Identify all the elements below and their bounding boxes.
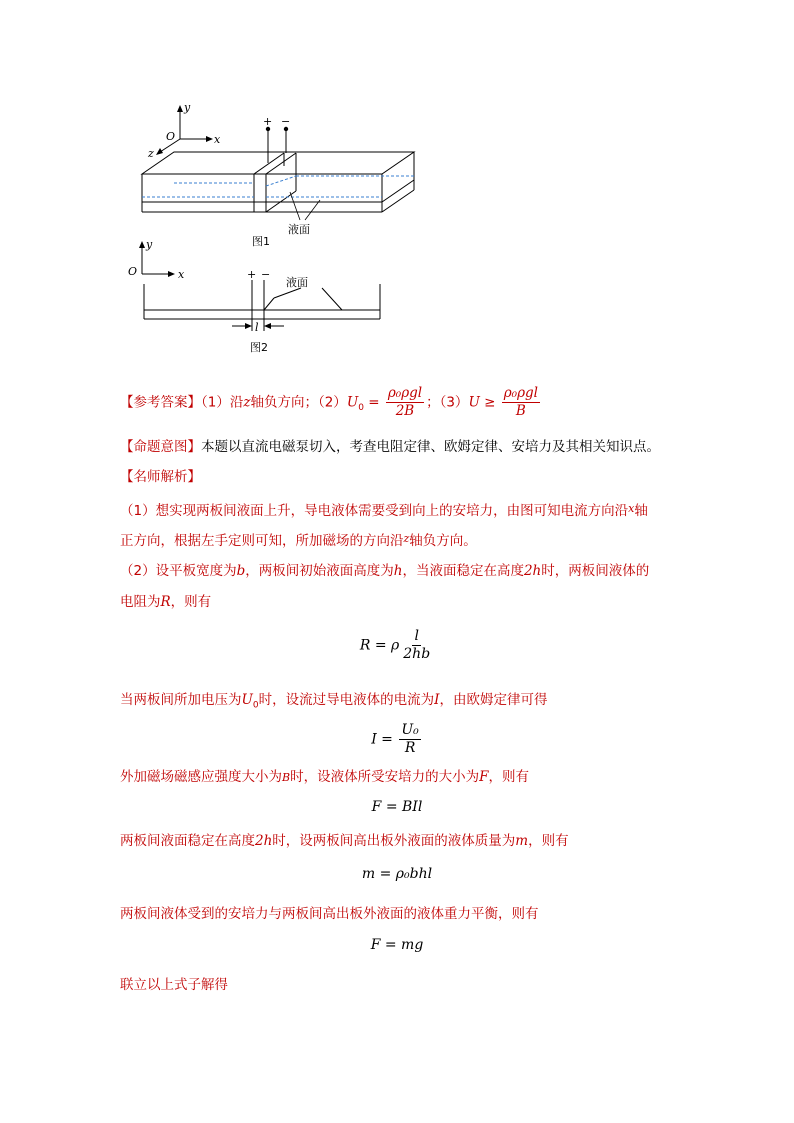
analysis-tag: 【名师解析】 <box>120 469 201 485</box>
fig2-caption: 图2 <box>250 341 268 354</box>
analysis-p6: 两板间液体受到的安培力与两板间高出板外液面的液体重力平衡，则有 <box>120 906 539 922</box>
intent-line <box>120 437 660 457</box>
fig1-axis-o: O <box>166 130 176 143</box>
analysis-p4: 外加磁场磁感应强度大小为B时，设液体所受安培力的大小为F，则有 <box>120 769 529 785</box>
answer-tag: 【参考答案】 <box>120 394 201 411</box>
intent-tag: 【命题意图】 <box>120 439 201 455</box>
analysis-p7: 联立以上式子解得 <box>120 977 228 993</box>
equation-force: F = BIl <box>371 799 423 815</box>
figure-1-diagram <box>130 96 430 256</box>
analysis-p2-line2: 电阻为R，则有 <box>120 594 212 610</box>
answer-fraction-2: $\frac{\text{ρ₀ρgl}}{B}$ <box>503 385 538 419</box>
analysis-p1-line1: （1）想实现两板间液面上升，导电液体需要受到向上的安培力，由图可知电流方向沿$^x$轴 <box>120 502 648 519</box>
intent-text: 本题以直流电磁泵切入，考查电阻定律、欧姆定律、安培力及其相关知识点。 <box>201 439 660 455</box>
fig1-surface-label: 液面 <box>288 223 310 236</box>
fig1-minus: − <box>281 115 291 128</box>
analysis-p2-line1: （2）设平板宽度为b，两板间初始液面高度为h，当液面稳定在高度2h时，两板间液体的 <box>120 563 650 579</box>
analysis-p3: 当两板间所加电压为$U_0$时，设流过导电液体的电流为I，由欧姆定律可得 <box>120 692 548 711</box>
fig1-plus: + <box>263 115 273 128</box>
fig1-axis-y: y <box>184 101 191 114</box>
fig1-axis-x: x <box>214 133 221 146</box>
answer-line: 【参考答案】（1）沿z轴负方向；$(2)U_0$ = $\frac{\text{ρ₀ρgl}}{2B}$ ；（3）U ≥ $\frac{\text{ρ₀ρgl}}{B}$ <box>120 385 538 419</box>
fig2-gap-label: l <box>255 321 259 334</box>
fig2-plus: + <box>247 268 257 281</box>
fig2-axis-y: y <box>146 238 153 251</box>
equation-resistance: R = ρ $\frac{l}{2hb}$ <box>359 628 431 662</box>
analysis-p5: 两板间液面稳定在高度2h时，设两板间高出板外液面的液体质量为m，则有 <box>120 833 569 849</box>
fig2-surface-label: 液面 <box>286 276 308 289</box>
equation-balance: F = mg <box>370 937 424 953</box>
answer-fraction-1: $\frac{\text{ρ₀ρgl}}{2B}$ <box>387 385 423 419</box>
figure-2-diagram <box>126 238 396 358</box>
fig1-caption: 图1 <box>252 235 270 248</box>
analysis-p1-line2: 正方向，根据左手定则可知，所加磁场的方向沿$^z$轴负方向。 <box>120 532 477 549</box>
fig1-axis-z: z <box>148 147 154 160</box>
equation-mass: m = ρ₀bhl <box>361 866 433 882</box>
equation-current: I = $\frac{\text{U₀}}{R}$ <box>371 722 419 756</box>
fig2-axis-x: x <box>178 268 185 281</box>
fig2-minus: − <box>261 268 271 281</box>
answer-u0: U <box>346 394 359 411</box>
fig2-axis-o: O <box>128 265 138 278</box>
